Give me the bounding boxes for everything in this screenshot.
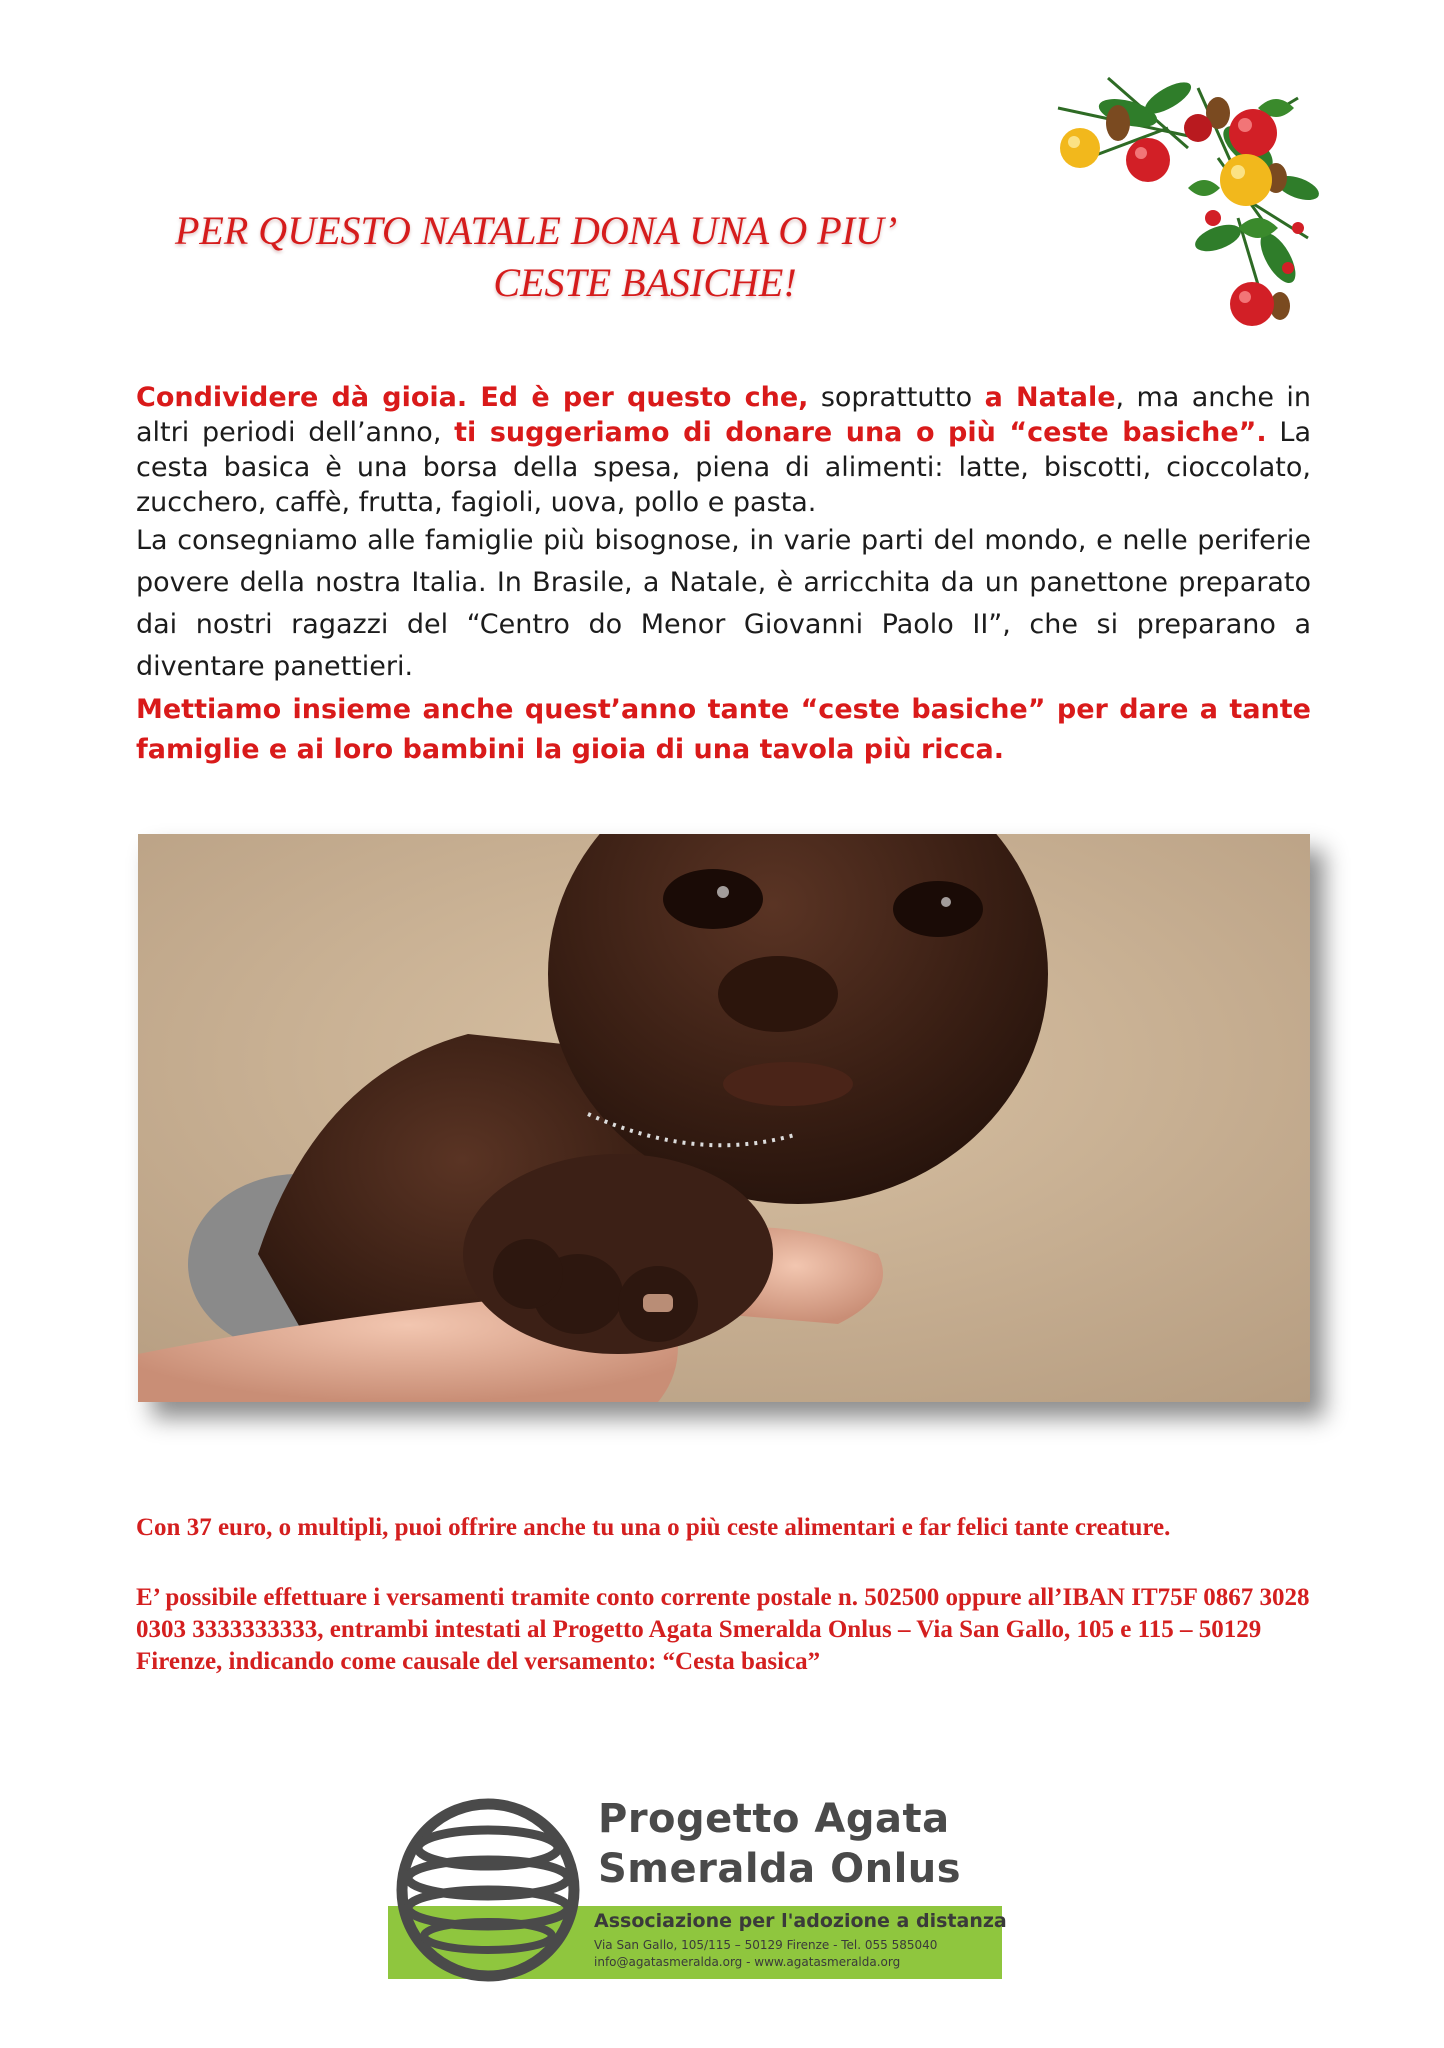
christmas-ornament-icon	[1048, 68, 1338, 350]
title-line-2: CESTE BASICHE!	[493, 260, 797, 305]
page-title	[130, 205, 1030, 309]
intro-closing: Mettiamo insieme anche quest’anno tante “ceste basiche” per dare a tante famiglie e ai loro bambini la gioia di una tavola più ricca.	[136, 694, 1311, 765]
intro-highlight-3: ti suggeriamo di donare una o più “ceste basiche”.	[454, 417, 1267, 448]
child-photo	[138, 834, 1310, 1402]
intro-text	[136, 380, 1311, 770]
intro-paragraph-1	[136, 380, 1311, 520]
logo-address: Via San Gallo, 105/115 – 50129 Firenze - Tel. 055 585040	[594, 1938, 938, 1952]
donation-info	[136, 1512, 1316, 1678]
intro-text-1: soprattutto	[808, 382, 985, 413]
donation-offer: Con 37 euro, o multipli, puoi offrire anche tu una o più ceste alimentari e far felici tante creature.	[136, 1514, 1171, 1541]
title-line-1: PER QUESTO NATALE DONA UNA O PIU’	[175, 208, 898, 253]
organization-logo	[388, 1790, 1008, 1980]
payment-instructions: E’ possibile effettuare i versamenti tramite conto corrente postale n. 502500 oppure all’IBAN IT75F 0867 3028 0303 3333333333, entrambi intestati al Progetto Agata Smeralda Onlus – Via San Gallo, 105 e 115 – 50129 Firenze, indicando come causale del versamento: “Cesta basica”	[136, 1584, 1310, 1675]
intro-highlight-1: Condividere dà gioia. Ed è per questo che,	[136, 382, 809, 413]
intro-paragraph-2: La consegniamo alle famiglie più bisognose, in varie parti del mondo, e nelle periferie povere della nostra Italia. In Brasile, a Natale, è arricchita da un panettone preparato dai nostri ragazzi del “Centro do Menor Giovanni Paolo II”, che si preparano a diventare panettieri.	[136, 525, 1311, 682]
intro-highlight-2: a Natale	[984, 382, 1116, 413]
intro-text-2: , ma anche in altri periodi dell’anno,	[136, 382, 1311, 448]
logo-name-line-2: Smeralda Onlus	[598, 1846, 962, 1892]
logo-contacts: info@agatasmeralda.org - www.agatasmeralda.org	[594, 1955, 901, 1969]
logo-tagline: Associazione per l'adozione a distanza	[594, 1910, 1007, 1932]
globe-icon	[388, 1790, 588, 1990]
intro-text-3: La cesta basica è una borsa della spesa, piena di alimenti: latte, biscotti, cioccolato, zucchero, caffè, frutta, fagioli, uova, pollo e pasta.	[136, 417, 1312, 518]
logo-name-line-1: Progetto Agata	[598, 1796, 950, 1842]
